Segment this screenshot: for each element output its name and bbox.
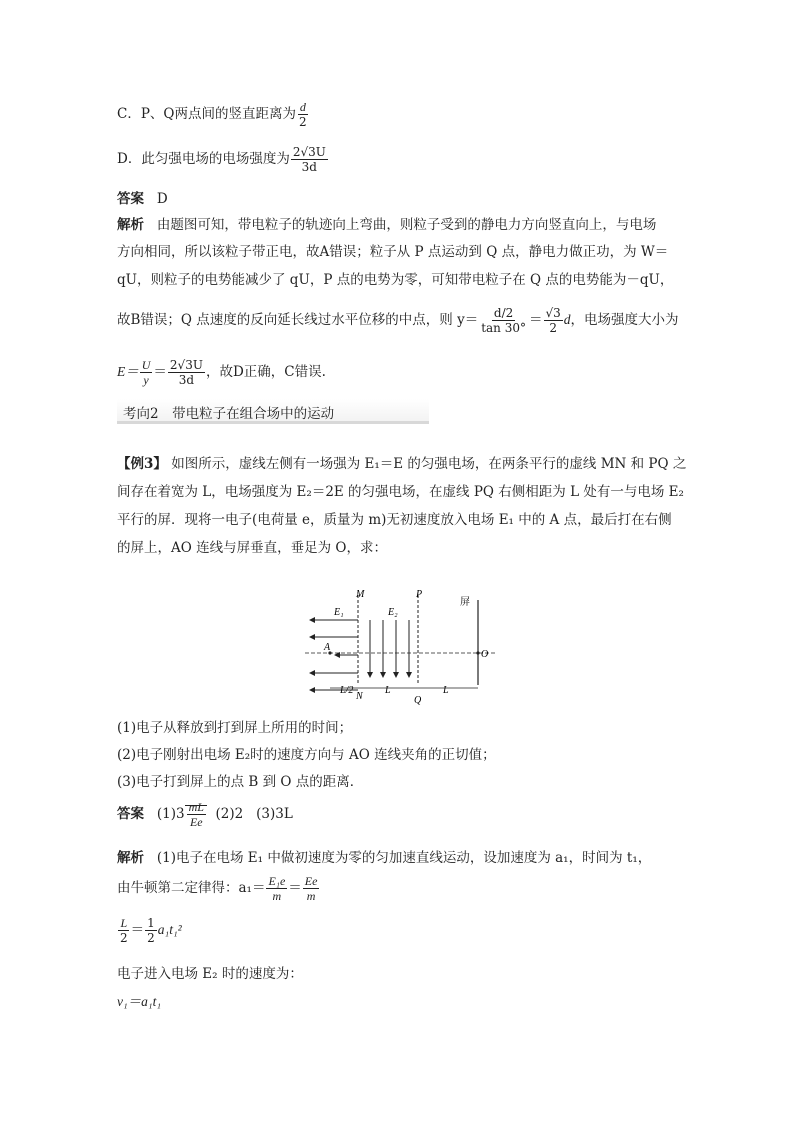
fraction: $\frac{2√3U}{3d}$ bbox=[169, 358, 203, 387]
fraction: $\frac{d}{2}$ bbox=[299, 100, 307, 129]
analysis-2-line-5: v₁＝a₁t₁ bbox=[117, 994, 162, 1009]
analysis-2-line-3: $\frac{L}{2}$ ＝ $\frac{1}{2}$ a₁t₁² bbox=[120, 916, 182, 945]
fraction: $\frac{√3}{2}$ bbox=[545, 306, 561, 335]
label-p: P bbox=[416, 589, 423, 600]
analysis-1-line-5: E＝ $\frac{U}{y}$ ＝ $\frac{2√3U}{3d}$ ，故D正确，C错误. bbox=[117, 358, 326, 387]
analysis-2-line-4: 电子进入电场 E₂ 时的速度为： bbox=[117, 966, 303, 982]
analysis-2-line-2: 由牛顿第二定律得：a₁＝ $\frac{\text{E₁e}}{m}$ ＝ $\frac{Ee}{m}$ bbox=[117, 874, 318, 903]
analysis-2-line-1: 解析 (1)电子在电场 E₁ 中做初速度为零的匀加速直线运动，设加速度为 a₁，时间为 t₁， bbox=[117, 850, 652, 866]
label-e1: E₁ bbox=[334, 607, 344, 618]
label-l2: L bbox=[443, 685, 449, 696]
label-l-half: L/2 bbox=[340, 685, 354, 696]
analysis-1-line-1: 解析 由题图可知，带电粒子的轨迹向上弯曲，则粒子受到的静电力方向竖直向上，与电场 bbox=[117, 217, 657, 233]
fraction: $\frac{Ee}{m}$ bbox=[304, 874, 318, 903]
label-o: O bbox=[481, 649, 489, 660]
fraction: $\frac{d/2}{\tan 30^\circ}$ bbox=[481, 306, 526, 335]
question-1: (1)电子从释放到打到屏上所用的时间； bbox=[117, 720, 353, 736]
label-screen: 屏 bbox=[460, 597, 470, 608]
label-l1: L bbox=[385, 685, 391, 696]
fraction: $\frac{L}{2}$ bbox=[120, 916, 128, 945]
fraction: $\frac{mL}{Ee}$ bbox=[188, 800, 204, 829]
fraction: $\frac{\text{E₁e}}{m}$ bbox=[268, 874, 286, 903]
analysis-1-line-4: 故B错误；Q 点速度的反向延长线过水平位移的中点，则 y＝ $\frac{d/2}{\tan 30^\circ}$ ＝ $\frac{√3}{2}$ d，电场强度大小为 bbox=[117, 306, 679, 335]
point-o bbox=[476, 651, 479, 654]
label-e2: E₂ bbox=[388, 607, 398, 618]
analysis-1-line-3: qU，则粒子的电势能减少了 qU，P 点的电势为零，可知带电粒子在 Q 点的电势能为－qU， bbox=[117, 272, 674, 288]
question-2: (2)电子刚射出电场 E₂时的速度方向与 AO 连线夹角的正切值； bbox=[117, 747, 496, 763]
label-a: A bbox=[324, 642, 331, 653]
answer-2: 答案 (1)3 $\frac{mL}{Ee}$ (2)2 (3)3L bbox=[117, 800, 293, 829]
fraction: $\frac{U}{y}$ bbox=[141, 358, 151, 387]
example-3-line-4: 的屏上，AO 连线与屏垂直，垂足为 O，求： bbox=[117, 540, 387, 556]
fraction: $\frac{1}{2}$ bbox=[147, 916, 155, 945]
example-3-line-2: 间存在着宽为 L，电场强度为 E₂＝2E 的匀强电场，在虚线 PQ 右侧相距为 L 处有一与电场 E₂ bbox=[117, 484, 684, 500]
option-c: C．P、Q两点间的竖直距离为 $\frac{d}{2}$ bbox=[117, 100, 307, 129]
answer-1: 答案 D bbox=[117, 191, 168, 207]
fraction: $\frac{2√3U}{3d}$ bbox=[292, 145, 326, 174]
option-d: D．此匀强电场的电场强度为 $\frac{2√3U}{3d}$ bbox=[117, 145, 326, 174]
example-3-line-3: 平行的屏．现将一电子(电荷量 e，质量为 m)无初速度放入电场 E₁ 中的 A 点，最后打在右侧 bbox=[117, 512, 672, 528]
question-3: (3)电子打到屏上的点 B 到 O 点的距离． bbox=[117, 774, 364, 790]
field-diagram bbox=[300, 585, 500, 705]
label-m: M bbox=[356, 589, 365, 600]
section-heading: 考向2 带电粒子在组合场中的运动 bbox=[117, 399, 429, 424]
label-q: Q bbox=[414, 695, 422, 705]
analysis-1-line-2: 方向相同，所以该粒子带正电，故A错误；粒子从 P 点运动到 Q 点，静电力做正功，为 W＝ bbox=[117, 244, 669, 260]
example-3-line-1: 【例3】 如图所示，虚线左侧有一场强为 E₁＝E 的匀强电场，在两条平行的虚线 MN 和 PQ 之 bbox=[117, 456, 687, 472]
label-n: N bbox=[356, 691, 363, 702]
